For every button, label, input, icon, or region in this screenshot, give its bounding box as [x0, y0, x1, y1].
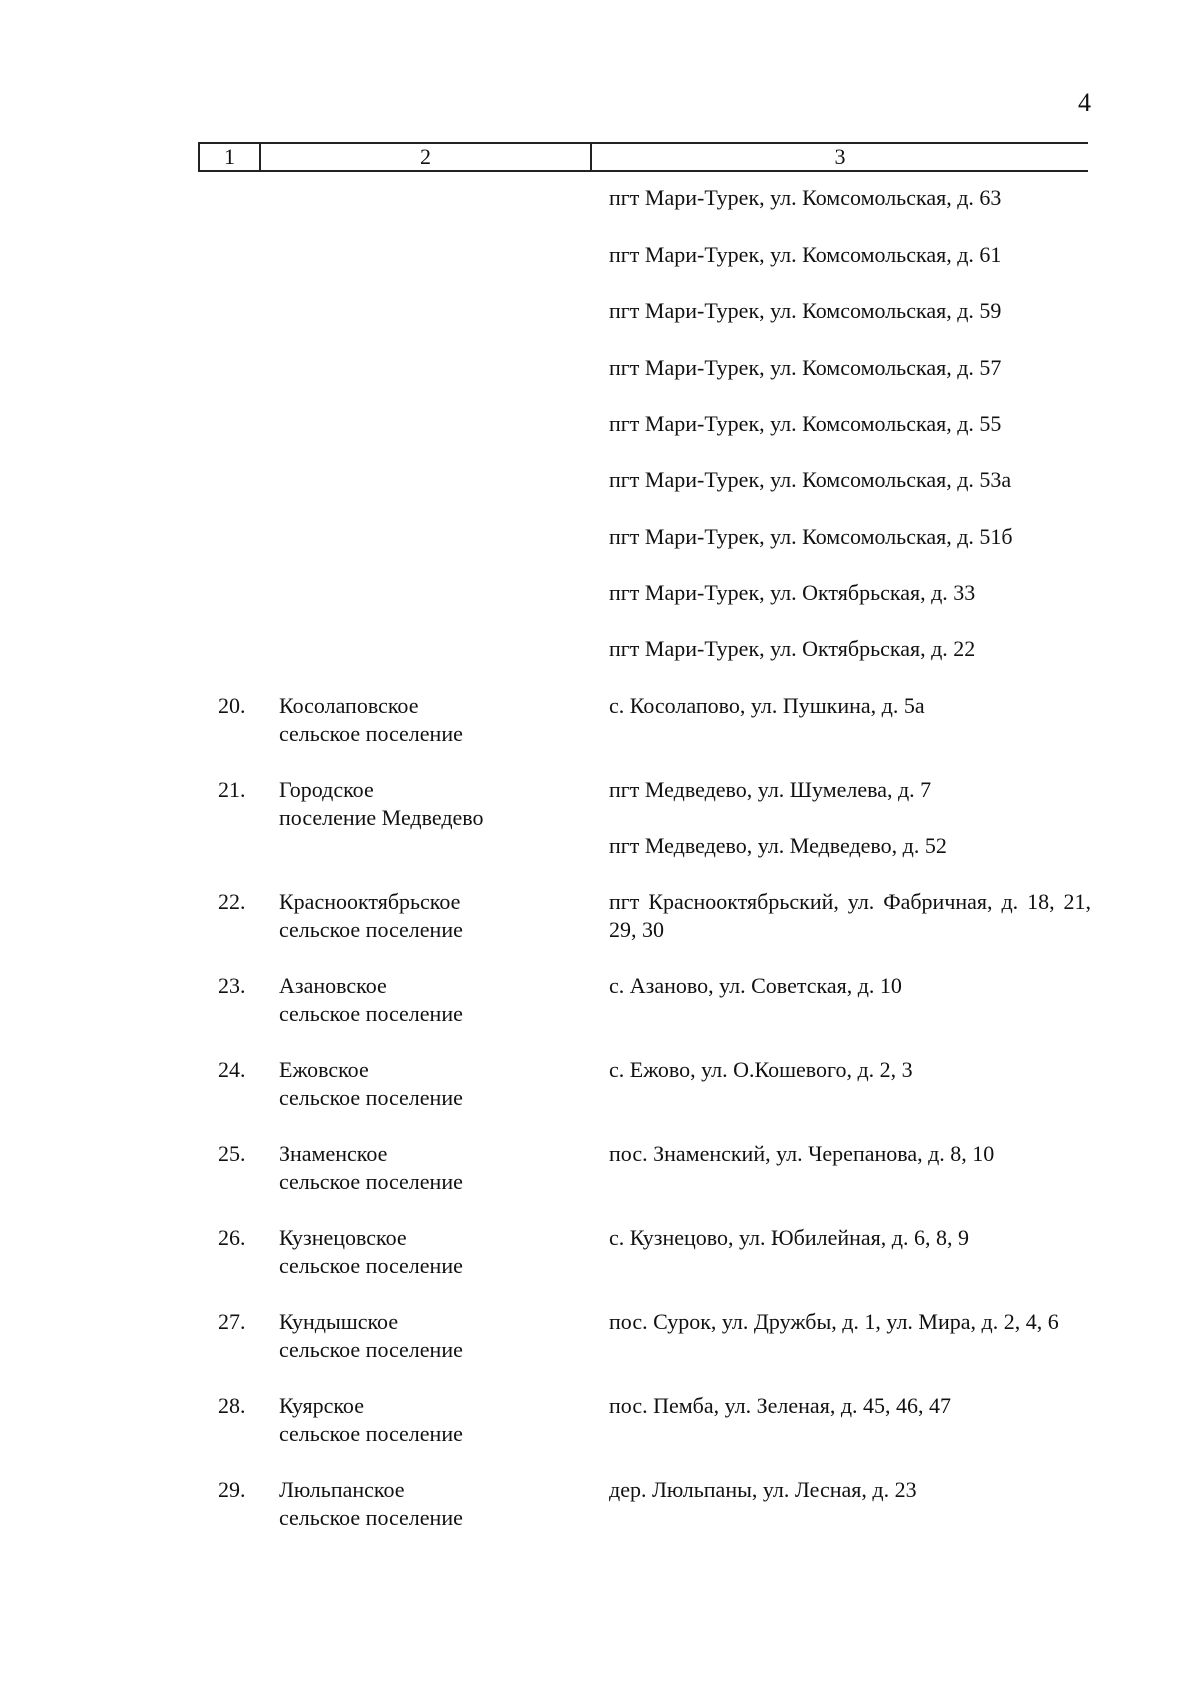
address-cell [609, 888, 1091, 944]
settlement-name-line1: Куярское [279, 1393, 364, 1418]
address: с. Кузнецово, ул. Юбилейная, д. 6, 8, 9 [609, 1225, 969, 1250]
settlement-name [279, 776, 579, 832]
settlement-name [279, 1224, 579, 1280]
address-cell [609, 972, 1091, 1000]
settlement-name-line1: Люльпанское [279, 1477, 405, 1502]
continuation-address: пгт Мари-Турек, ул. Октябрьская, д. 22 [609, 636, 976, 661]
settlement-name [279, 692, 579, 748]
settlement-name-line1: Ежовское [279, 1057, 369, 1082]
address: пос. Пемба, ул. Зеленая, д. 45, 46, 47 [609, 1393, 952, 1418]
row-number: 26. [218, 1225, 246, 1250]
address-cell [609, 776, 1091, 860]
address-cell [609, 1476, 1091, 1504]
settlement-name [279, 1308, 579, 1364]
settlement-name-line1: Азановское [279, 973, 387, 998]
continuation-address: пгт Мари-Турек, ул. Комсомольская, д. 57 [609, 355, 1002, 380]
address: пос. Знаменский, ул. Черепанова, д. 8, 10 [609, 1141, 995, 1166]
header-col-1: 1 [198, 144, 261, 170]
settlement-name-line1: Кундышское [279, 1309, 399, 1334]
settlement-name-line2: сельское поселение [279, 1421, 463, 1446]
address-cell [609, 1392, 1091, 1420]
continuation-address: пгт Мари-Турек, ул. Комсомольская, д. 51б [609, 524, 1013, 549]
header-col-2: 2 [261, 144, 592, 170]
address-cell [609, 1224, 1091, 1252]
settlement-name-line2: сельское поселение [279, 1253, 463, 1278]
settlement-name [279, 888, 579, 944]
settlement-name-line1: Городское [279, 777, 374, 802]
table-header [198, 142, 1088, 172]
address: с. Ежово, ул. О.Кошевого, д. 2, 3 [609, 1057, 913, 1082]
settlement-name-line1: Краснооктябрьское [279, 889, 461, 914]
continuation-address: пгт Мари-Турек, ул. Октябрьская, д. 33 [609, 580, 976, 605]
settlement-name-line2: сельское поселение [279, 1085, 463, 1110]
settlement-name [279, 1140, 579, 1196]
settlement-name-line2: сельское поселение [279, 1337, 463, 1362]
settlement-name [279, 1476, 579, 1532]
settlement-name-line2: сельское поселение [279, 721, 463, 746]
continuation-address: пгт Мари-Турек, ул. Комсомольская, д. 53а [609, 467, 1012, 492]
row-number: 29. [218, 1477, 246, 1502]
address-cell [609, 1308, 1091, 1336]
row-number: 25. [218, 1141, 246, 1166]
settlement-name-line1: Косолаповское [279, 693, 419, 718]
settlement-name [279, 972, 579, 1028]
settlement-name-line2: сельское поселение [279, 917, 463, 942]
continuation-address: пгт Мари-Турек, ул. Комсомольская, д. 61 [609, 242, 1002, 267]
address: с. Косолапово, ул. Пушкина, д. 5а [609, 693, 925, 718]
continuation-address: пгт Мари-Турек, ул. Комсомольская, д. 59 [609, 298, 1002, 323]
settlement-name [279, 1056, 579, 1112]
settlement-name-line2: сельское поселение [279, 1001, 463, 1026]
address-cell [609, 692, 1091, 720]
settlement-name-line2: сельское поселение [279, 1169, 463, 1194]
continuation-address: пгт Мари-Турек, ул. Комсомольская, д. 63 [609, 185, 1002, 210]
address: пос. Сурок, ул. Дружбы, д. 1, ул. Мира, д. 2, 4, 6 [609, 1309, 1059, 1334]
address: пгт Краснооктябрьский, ул. Фабричная, д. 18, 21, 29, 30 [609, 889, 1091, 942]
row-number: 22. [218, 889, 246, 914]
row-number: 24. [218, 1057, 246, 1082]
row-number: 27. [218, 1309, 246, 1334]
settlement-name [279, 1392, 579, 1448]
address-cell [609, 1056, 1091, 1084]
address: пгт Медведево, ул. Шумелева, д. 7 [609, 777, 932, 802]
row-number: 21. [218, 777, 246, 802]
row-number: 20. [218, 693, 246, 718]
header-col-3: 3 [834, 144, 846, 169]
address: пгт Медведево, ул. Медведево, д. 52 [609, 833, 947, 858]
settlement-name-line1: Знаменское [279, 1141, 388, 1166]
settlement-name-line2: поселение Медведево [279, 805, 484, 830]
address: с. Азаново, ул. Советская, д. 10 [609, 973, 902, 998]
page-number: 4 [1078, 88, 1091, 117]
settlement-name-line2: сельское поселение [279, 1505, 463, 1530]
row-number: 28. [218, 1393, 246, 1418]
row-number: 23. [218, 973, 246, 998]
address: дер. Люльпаны, ул. Лесная, д. 23 [609, 1477, 917, 1502]
settlement-name-line1: Кузнецовское [279, 1225, 407, 1250]
continuation-address: пгт Мари-Турек, ул. Комсомольская, д. 55 [609, 411, 1002, 436]
address-cell [609, 1140, 1091, 1168]
